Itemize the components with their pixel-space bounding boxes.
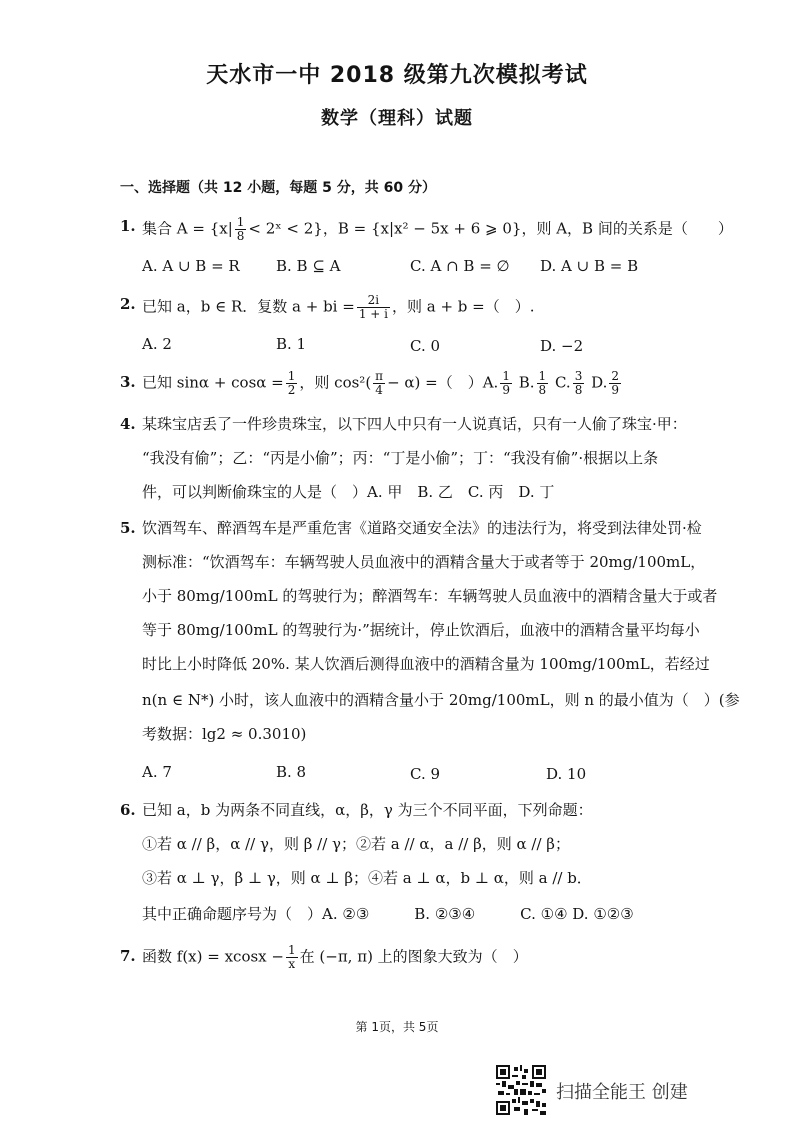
question-number: 4. [120, 415, 136, 433]
fraction: $\frac{1}{8}$ [236, 215, 245, 243]
option-c: C. 9 [410, 765, 441, 783]
option-a-fraction: $\frac{1}{9}$ [502, 369, 510, 397]
fraction: $\frac{1}{2}$ [287, 369, 296, 397]
question-6-line: 已知 a，b 为两条不同直线，α，β，γ 为三个不同平面，下列命题： [142, 801, 593, 819]
option-b: B. 8 [276, 763, 307, 781]
option-b: B. B ⊆ A [276, 257, 341, 275]
question-2-stem: 已知 a，b ∈ R．复数 a + bi = $\frac{2i}{1 + i}$ ，则 a + b =（ ）. [142, 293, 535, 321]
option-c: C. 0 [410, 337, 441, 355]
fraction: $\frac{\pi}{4}$ [375, 369, 384, 397]
section-heading: 一、选择题（共 12 小题，每题 5 分，共 60 分） [120, 180, 436, 196]
option-a: A. 7 [142, 763, 172, 781]
question-number: 2. [120, 295, 136, 313]
question-number: 6. [120, 801, 136, 819]
scanner-watermark: 扫描全能王 创建 [556, 1082, 688, 1103]
question-5-line: 测标准：“饮酒驾车：车辆驾驶人员血液中的酒精含量大于或者等于 20mg/100mL， [142, 553, 706, 571]
option-d: D. −2 [540, 337, 584, 355]
option-c: C. A ∩ B = ∅ [410, 257, 510, 275]
question-number: 5. [120, 519, 136, 537]
question-5-line: 饮酒驾车、醉酒驾车是严重危害《道路交通安全法》的违法行为，将受到法律处罚·检 [142, 519, 702, 537]
question-7-stem: 函数 f(x) = xcosx − $\frac{1}{x}$ 在 (−π, π) 上的图象大致为（ ） [142, 943, 528, 971]
question-5-line: 时比上小时降低 20%. 某人饮酒后测得血液中的酒精含量为 100mg/100mL，若经过 [142, 655, 710, 673]
question-5-line: 等于 80mg/100mL 的驾驶行为·”据统计，停止饮酒后，血液中的酒精含量平均每小 [142, 621, 700, 639]
question-6-line: ③若 α ⊥ γ，β ⊥ γ，则 α ⊥ β；④若 a ⊥ α，b ⊥ α，则 a // b． [142, 869, 592, 887]
question-number: 3. [120, 373, 136, 391]
fraction: $\frac{1}{x}$ [287, 943, 296, 971]
question-5-line: n(n ∈ N*) 小时，该人血液中的酒精含量小于 20mg/100mL，则 n 的最小值为（ ）(参 [142, 691, 740, 709]
option-b-fraction: $\frac{1}{8}$ [538, 369, 547, 397]
option-a: A. A ∪ B = R [142, 257, 240, 275]
option-d: D. A ∪ B = B [540, 257, 639, 275]
page-footer: 第 1页，共 5页 [355, 1020, 439, 1034]
option-a: A. 2 [142, 335, 172, 353]
question-3-stem: 已知 sinα + cosα = $\frac{1}{2}$ ，则 cos²( $\frac{\pi}{4}$ − α) =（ ）A. $\frac{1}{9}$ B. $\frac{1}{8}$ C. $\frac{3}{8}$ D. $\frac{2}{9}$ [142, 369, 620, 397]
question-4-line: 某珠宝店丢了一件珍贵珠宝，以下四人中只有一人说真话，只有一人偷了珠宝·甲： [142, 415, 687, 433]
option-c-fraction: $\frac{3}{8}$ [574, 369, 583, 397]
question-number: 1. [120, 217, 136, 235]
question-4-line: “我没有偷”；乙：“丙是小偷”；丙：“丁是小偷”；丁：“我没有偷”·根据以上条 [142, 449, 659, 467]
question-5-line: 考数据：lg2 ≈ 0.3010) [142, 725, 307, 743]
question-5-line: 小于 80mg/100mL 的驾驶行为；醉酒驾车：车辆驾驶人员血液中的酒精含量大于或者 [142, 587, 718, 605]
qr-code-icon [496, 1065, 546, 1115]
question-6-line: 其中正确命题序号为（ ）A. ②③ B. ②③④ C. ①④ D. ①②③ [142, 905, 634, 923]
exam-title: 天水市一中 2018 级第九次模拟考试 [206, 63, 588, 88]
fraction: $\frac{2i}{1 + i}$ [358, 293, 388, 321]
question-1-stem: 集合 A = {x| $\frac{1}{8}$ < 2ˣ < 2}，B = {x|x² − 5x + 6 ⩾ 0}，则 A，B 间的关系是（ ） [142, 215, 733, 243]
option-b: B. 1 [276, 335, 307, 353]
option-d-fraction: $\frac{2}{9}$ [611, 369, 620, 397]
exam-subtitle: 数学（理科）试题 [321, 108, 473, 129]
question-6-line: ①若 α // β，α // γ，则 β // γ；②若 a // α，a // β，则 α // β； [142, 835, 570, 853]
question-number: 7. [120, 947, 136, 965]
question-4-line: 件，可以判断偷珠宝的人是（ ）A. 甲 B. 乙 C. 丙 D. 丁 [142, 483, 555, 501]
option-d: D. 10 [546, 765, 587, 783]
